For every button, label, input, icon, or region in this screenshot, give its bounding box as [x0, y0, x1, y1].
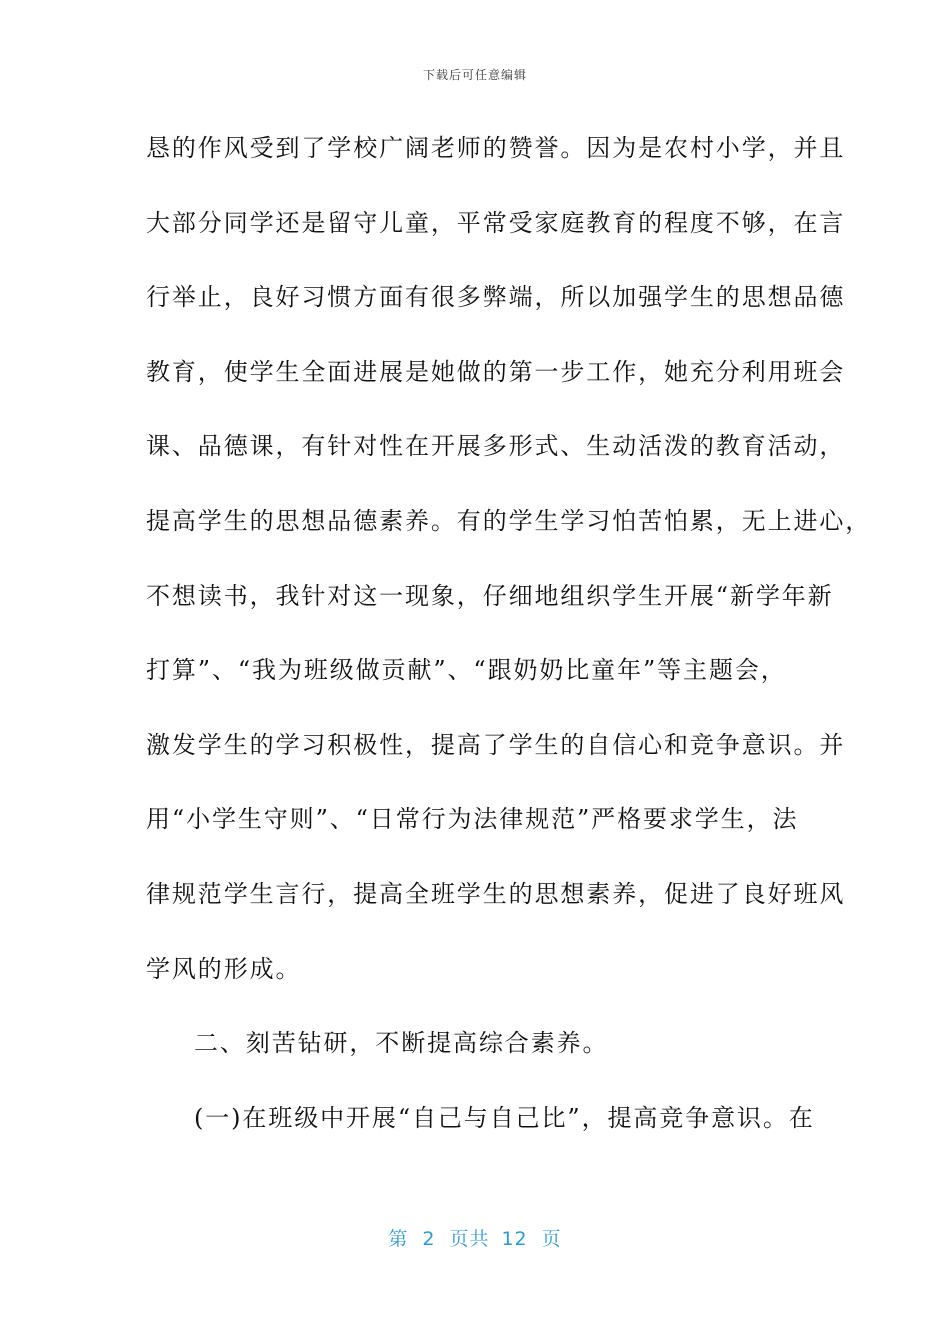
- document-body: [146, 128, 872, 1172]
- text-line: 律规范学生言行，提高全班学生的思想素养，促进了良好班风: [146, 879, 846, 908]
- text-line: 提高学生的思想品德素养。有的学生学习怕苦怕累，无上进心，: [146, 506, 872, 535]
- footer-middle: 页共: [449, 1228, 490, 1250]
- total-page-count: 12: [501, 1228, 528, 1250]
- text-line: 打算”、“我为班级做贡献”、“跟奶奶比童年”等主题会，: [146, 656, 787, 685]
- page-footer: [0, 1224, 950, 1251]
- section-heading: 二、刻苦钻研，不断提高综合素养。: [194, 1029, 609, 1058]
- current-page-number: 2: [422, 1228, 436, 1250]
- text-line: 行举止，良好习惯方面有很多弊端，所以加强学生的思想品德: [146, 283, 846, 312]
- text-line: 激发学生的学习积极性，提高了学生的自信心和竞争意识。并: [146, 730, 846, 759]
- header-note: 下载后可任意编辑: [422, 68, 527, 82]
- text-line: 不想读书，我针对这一现象，仔细地组织学生开展“新学年新: [146, 581, 834, 610]
- text-line: 大部分同学还是留守儿童，平常受家庭教育的程度不够，在言: [146, 208, 846, 237]
- footer-suffix: 页: [541, 1228, 562, 1250]
- footer-prefix: 第: [388, 1228, 409, 1250]
- text-line: 教育，使学生全面进展是她做的第一步工作，她充分利用班会: [146, 357, 846, 386]
- text-line: 课、品德课，有针对性在开展多形式、生动活泼的教育活动，: [146, 432, 846, 461]
- text-line: 学风的形成。: [146, 954, 302, 983]
- subsection-heading: (一)在班级中开展“自己与自己比”，提高竞争意识。在: [194, 1103, 815, 1132]
- text-line: 用“小学生守则”、“日常行为法律规范”严格要求学生，法: [146, 805, 799, 834]
- text-line: 恳的作风受到了学校广阔老师的赞誉。因为是农村小学，并且: [146, 134, 846, 162]
